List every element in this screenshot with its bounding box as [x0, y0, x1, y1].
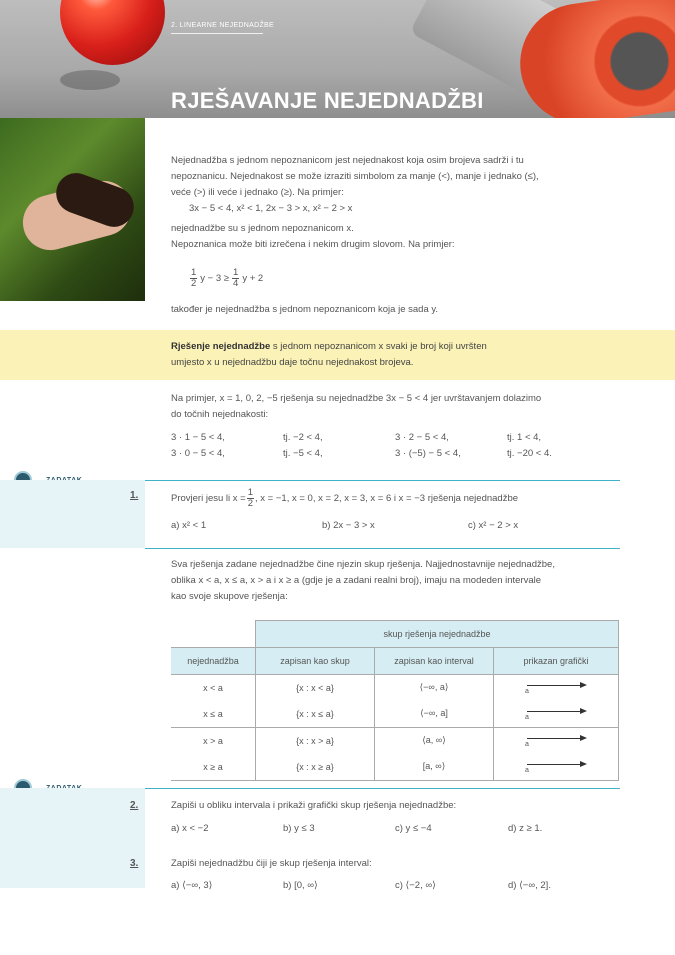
table-row: [171, 727, 619, 754]
number-line-arrow: [525, 682, 587, 695]
point-label: a: [525, 713, 529, 721]
example-cell: tj. −20 < 4.: [507, 448, 552, 459]
point-label: a: [525, 687, 529, 695]
chapter-label: 2. LINEARNE NEJEDNADŽBE: [171, 22, 274, 29]
fraction-numerator: 1: [191, 267, 197, 278]
table-cell: x > a: [203, 735, 223, 746]
fraction: [190, 268, 197, 289]
task1-option-c: c) x² − 2 > x: [468, 520, 519, 531]
sets-line: Sva rješenja zadane nejednadžbe čine njezin skup rješenja. Najjednostavnije nejednadžbe,: [171, 559, 555, 570]
number-line-arrow: [525, 735, 587, 748]
task3-text: Zapiši nejednadžbu čiji je skup rješenja interval:: [171, 858, 372, 869]
sets-line: kao svoje skupove rješenja:: [171, 591, 288, 602]
fraction-denominator: 4: [233, 278, 239, 289]
task3-option-d: d) ⟨−∞, 2].: [508, 880, 551, 891]
fraction-expression: y − 3 ≥: [200, 272, 230, 284]
example-cell: tj. 1 < 4,: [507, 432, 542, 443]
task3-option-b: b) [0, ∞⟩: [283, 880, 318, 891]
task1-text-part: , x = −1, x = 0, x = 2, x = 3, x = 6 i x = −3 rješenja nejednadžbe: [255, 492, 519, 504]
task3-option-c: c) ⟨−2, ∞⟩: [395, 880, 436, 891]
table-cell: x < a: [203, 682, 223, 693]
table-cell: ⟨−∞, a]: [375, 701, 494, 728]
table-cell: {x : x > a}: [256, 727, 375, 754]
task3-option-a: a) ⟨−∞, 3⟩: [171, 880, 213, 891]
example-cell: 3 · 1 − 5 < 4,: [171, 432, 225, 443]
task1-text: [171, 488, 518, 509]
intro-examples: 3x − 5 < 4, x² < 1, 2x − 3 > x, x² − 2 > x: [189, 203, 353, 214]
task2-option-c: c) y ≤ −4: [395, 823, 432, 834]
task-number: 2.: [130, 800, 139, 811]
example-text: [171, 391, 631, 423]
table-row: [171, 754, 619, 781]
table-header: zapisan kao interval: [375, 647, 494, 674]
example-line: do točnih nejednakosti:: [171, 409, 269, 420]
intro-line: također je nejednadžba s jednom nepoznanicom koja je sada y.: [171, 304, 439, 315]
task2-option-a: a) x < −2: [171, 823, 209, 834]
graph-cell: [494, 701, 619, 728]
example-row: [171, 446, 631, 462]
task2-text: Zapiši u obliku intervala i prikaži grafički skup rješenja nejednadžbe:: [171, 800, 457, 811]
chapter-underline: [171, 33, 263, 34]
task-side-band: [0, 480, 145, 548]
table-row: [171, 674, 619, 701]
table-header: prikazan grafički: [494, 647, 619, 674]
example-cell: 3 · (−5) − 5 < 4,: [395, 448, 461, 459]
intro-line: nejednadžbe su s jednom nepoznanicom x.: [171, 223, 354, 234]
task-number: 1.: [130, 490, 139, 501]
point-label: a: [525, 740, 529, 748]
intro-line: veće (>) ili veće i jednako (≥). Na primjer:: [171, 187, 344, 198]
example-row: [171, 430, 631, 446]
zadatak-rule: [108, 788, 620, 789]
sets-line: oblika x < a, x ≤ a, x > a i x ≥ a (gdje je a zadani realni broj), imaju na modeden intervale: [171, 575, 542, 586]
graph-cell: [494, 754, 619, 781]
example-cell: 3 · 2 − 5 < 4,: [395, 432, 449, 443]
task2-option-b: b) y ≤ 3: [283, 823, 315, 834]
intro-line: Nepoznanica može biti izrečena i nekim drugim slovom. Na primjer:: [171, 239, 455, 250]
hands-photo: [0, 118, 145, 301]
header-image-ball: [60, 0, 165, 65]
table-row: [171, 701, 619, 728]
table-header: nejednadžba: [171, 647, 256, 674]
example-cell: 3 · 0 − 5 < 4,: [171, 448, 225, 459]
header-image-shadow: [60, 70, 120, 90]
definition-rest: s jednom nepoznanicom x svaki je broj koji uvršten: [270, 341, 487, 352]
task2-option-d: d) z ≥ 1.: [508, 823, 543, 834]
number-line-arrow: [525, 761, 587, 774]
number-line-arrow: [525, 708, 587, 721]
graph-cell: [494, 727, 619, 754]
example-line: Na primjer, x = 1, 0, 2, −5 rješenja su nejednadžbe 3x − 5 < 4 jer uvrštavanjem dolazimo: [171, 393, 542, 404]
task-number: 3.: [130, 858, 139, 869]
fraction-expression: y + 2: [242, 272, 264, 284]
header-banner: [0, 0, 675, 118]
example-cell: tj. −5 < 4,: [283, 448, 323, 459]
table-cell: {x : x ≥ a}: [256, 754, 375, 781]
fraction-numerator: 1: [233, 267, 239, 278]
sets-text: [171, 557, 631, 605]
task1-option-b: b) 2x − 3 > x: [322, 520, 375, 531]
example-grid: [171, 430, 631, 462]
definition-line: umjesto x u nejednadžbu daje točnu nejednakost brojeva.: [171, 357, 414, 368]
table-group-header: skup rješenja nejednadžbe: [256, 621, 619, 648]
intro-text: [171, 153, 631, 253]
fraction: [247, 488, 254, 509]
task-side-band: [0, 788, 145, 888]
table-cell: [a, ∞⟩: [375, 754, 494, 781]
table-cell: {x : x ≤ a}: [256, 701, 375, 728]
fraction-example: [190, 268, 263, 289]
definition-term: Rješenje nejednadžbe: [171, 341, 271, 352]
point-label: a: [525, 766, 529, 774]
table-cell: x ≥ a: [171, 754, 256, 781]
graph-cell: [494, 674, 619, 701]
table-cell: ⟨−∞, a⟩: [375, 674, 494, 701]
zadatak-rule: [108, 480, 620, 481]
table-cell: x ≤ a: [171, 701, 256, 728]
definition-text: [171, 339, 631, 371]
table-cell: ⟨a, ∞⟩: [375, 727, 494, 754]
intro-line: nepoznanicu. Nejednakost se može izraziti simbolom za manje (<), manje i jednako (≤),: [171, 171, 539, 182]
table-header: zapisan kao skup: [256, 647, 375, 674]
task1-option-a: a) x² < 1: [171, 520, 207, 531]
fraction-denominator: 2: [191, 278, 197, 289]
task1-text-part: Provjeri jesu li x =: [171, 492, 246, 504]
task-divider: [145, 548, 620, 549]
table-cell: {x : x < a}: [256, 674, 375, 701]
fraction-numerator: 1: [247, 487, 254, 498]
fraction-denominator: 2: [247, 498, 254, 509]
fraction: [232, 268, 239, 289]
example-cell: tj. −2 < 4,: [283, 432, 323, 443]
solutions-table: [171, 620, 619, 781]
page-title: RJEŠAVANJE NEJEDNADŽBI: [171, 88, 484, 113]
intro-line: Nejednadžba s jednom nepoznanicom jest nejednakost koja osim brojeva sadrži i tu: [171, 155, 524, 166]
